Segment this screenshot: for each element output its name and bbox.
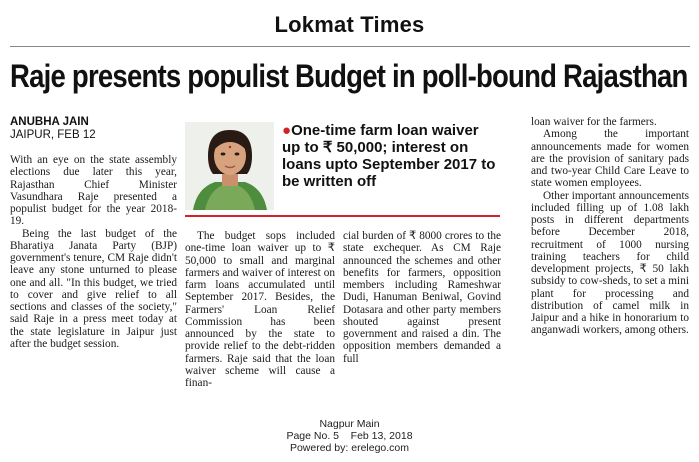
article-column-1	[10, 154, 177, 350]
pull-quote-text: One-time farm loan waiver up to ₹ 50,000; interest on loans upto September 2017 to be written off	[282, 122, 496, 190]
masthead-rule	[10, 46, 690, 47]
footer-page-date: Page No. 5 Feb 13, 2018	[286, 430, 413, 442]
red-bullet-icon: ●	[282, 122, 292, 139]
masthead: Lokmat Times	[274, 12, 425, 37]
footer-powered-by[interactable]: Powered by: erelego.com	[289, 442, 410, 454]
cm-photo	[185, 122, 274, 210]
article-column-4	[531, 116, 689, 337]
paragraph: loan waiver for the farmers.	[531, 116, 657, 128]
byline	[10, 116, 96, 142]
paragraph: With an eye on the state assembly elections due later this year, Rajasthan Chief Minister Vasundhara Raje presented a populist budget for the year 2018-19.	[10, 154, 177, 228]
portrait-illustration	[185, 122, 274, 210]
paragraph: cial burden of ₹ 8000 crores to the state exchequer. As CM Raje announced the schemes and other benefits for farmers, opposition members including Rameshwar Dudi, Hanuman Beniwal, Govind Dotasara and other party members shouted against present government and raised a din. The opposition members demanded a full	[343, 230, 501, 365]
byline-author: ANUBHA JAIN	[10, 116, 89, 128]
article-column-3	[343, 230, 501, 365]
pull-quote-rule	[185, 215, 500, 217]
paragraph: Among the important announcements made for women are the provision of sanitary pads and two-year Child Care Leave to state women employees.	[531, 128, 689, 190]
byline-dateline: JAIPUR, FEB 12	[10, 129, 96, 141]
pull-quote	[282, 122, 500, 190]
paragraph: Other important announcements included filling up of 1.08 lakh posts in different departments before December 2018, recruitment of 1000 nursing training teachers for child development projects, ₹ 50 lakh subsidy to cow-sheds, to set a mini plant for processing and distribution of camel milk in Jaipur and a hike in honorarium to anganwadi workers, among others.	[531, 189, 689, 337]
paragraph: The budget sops included one-time loan waiver up to ₹ 50,000 to small and marginal farmers and waiver of interest on farm loans accumulated until September 2017. Besides, the Farmers' Loan Relief Commission has been announced by the state to provide relief to the debt-ridden farmers. Raje said that the loan waiver scheme will cause a finan-	[185, 230, 335, 389]
headline: Raje presents populist Budget in poll-bound Rajasthan	[10, 58, 688, 94]
article-column-2	[185, 230, 335, 389]
paragraph: Being the last budget of the Bharatiya Janata Party (BJP) government's tenure, CM Raje didn't leave any stone unturned to please one and all. "In this budget, we tried to cover and give relief to all sections and classes of the society," said Raje in a press meet today at the state legislature in Jaipur just after the budget session.	[10, 227, 177, 350]
footer-edition: Nagpur Main	[319, 418, 380, 430]
